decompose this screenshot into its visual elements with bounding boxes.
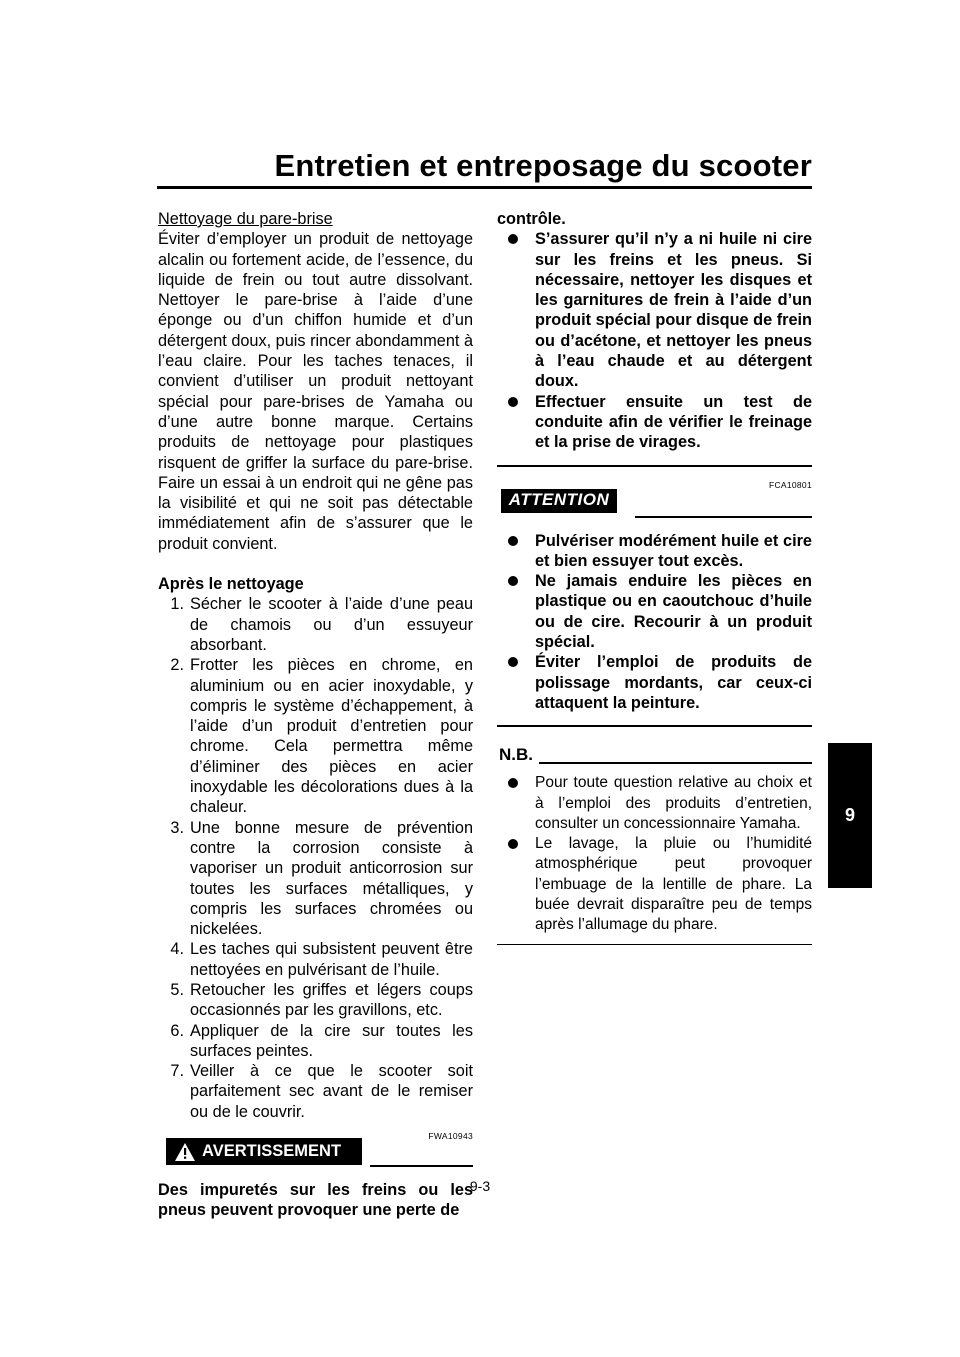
bullet-icon	[508, 397, 518, 407]
attention-rule	[635, 516, 812, 518]
warning-continuation: contrôle.	[497, 210, 566, 228]
bullet-icon	[508, 778, 518, 788]
attention-badge: ATTENTION	[501, 489, 617, 513]
attention-code: FCA10801	[768, 479, 812, 490]
warning-header	[158, 1124, 473, 1170]
warning-end-rule	[497, 465, 812, 467]
attention-end-rule	[497, 725, 812, 727]
section-subheading: Nettoyage du pare-brise	[158, 210, 333, 228]
list-item: Le lavage, la pluie ou l’humidité atmosphérique peut provoquer l’embuage de la lentille de phare. La buée devrait disparaître peu de temps après l’allumage du phare.	[497, 834, 812, 935]
list-item: 3. Une bonne mesure de prévention contre la corrosion consiste à vaporiser un produit anticorrosion sur toutes les surfaces métalliques, y compris les surfaces chromées ou nickelées.	[170, 818, 473, 939]
note-bullets	[497, 773, 812, 935]
cleaning-steps	[158, 594, 473, 1122]
note-rule	[539, 762, 812, 764]
warning-code: FWA10943	[428, 1131, 473, 1142]
bullet-icon	[508, 536, 518, 546]
list-item: 5. Retoucher les griffes et légers coups occasionnés par les gravillons, etc.	[170, 980, 473, 1020]
list-item: 6. Appliquer de la cire sur toutes les surfaces peintes.	[170, 1021, 473, 1060]
list-item: 1. Sécher le scooter à l’aide d’une peau de chamois ou d’un essuyeur absorbant.	[170, 595, 473, 654]
note-label: N.B.	[499, 745, 533, 765]
attention-header	[497, 479, 812, 531]
page-title: Entretien et entreposage du scooter	[274, 148, 812, 183]
left-column	[158, 209, 473, 1221]
warning-badge	[166, 1138, 362, 1165]
bullet-icon	[508, 576, 518, 586]
list-item: 4. Les taches qui subsistent peuvent être nettoyées en pulvérisant de l’huile.	[170, 940, 473, 979]
list-item: S’assurer qu’il n’y a ni huile ni cire sur les freins et les pneus. Si nécessaire, nettoyer les disques et les garnitures de frein à l’aide d’un produit spécial pour disque de frein ou d’acétone, et nettoyer les pneus à l’eau chaude et au détergent doux.	[497, 229, 812, 391]
warning-triangle-icon	[174, 1142, 196, 1162]
warning-bullets	[497, 229, 812, 452]
list-item: Éviter l’emploi de produits de polissage mordants, car ceux-ci attaquent la peinture.	[497, 652, 812, 713]
after-cleaning-heading: Après le nettoyage	[158, 575, 304, 594]
list-item: Effectuer ensuite un test de conduite afin de vérifier le freinage et la prise de virages.	[497, 392, 812, 453]
warning-rule	[370, 1165, 473, 1167]
list-item: Pulvériser modérément huile et cire et bien essuyer tout excès.	[497, 531, 812, 572]
page-number: 9-3	[469, 1178, 491, 1194]
list-item: Pour toute question relative au choix et à l’emploi des produits d’entretien, consulter un concessionnaire Yamaha.	[497, 773, 812, 834]
bullet-icon	[508, 657, 518, 667]
list-item: Ne jamais enduire les pièces en plastique ou en caoutchouc d’huile ou de cire. Recourir à un produit spécial.	[497, 571, 812, 652]
bullet-icon	[508, 839, 518, 849]
right-column	[497, 209, 812, 945]
header-rule	[157, 186, 812, 189]
chapter-tab: 9	[828, 743, 872, 888]
list-item: 2. Frotter les pièces en chrome, en aluminium ou en acier inoxydable, y compris le système d’échappement, à l’aide d’un produit d’entretien pour chrome. Cela permettra même d’éliminer des pièces en acier inoxydable les décolorations dues à la chaleur.	[170, 656, 473, 817]
list-item: 7. Veiller à ce que le scooter soit parfaitement sec avant de le remiser ou de le couvrir.	[170, 1062, 473, 1121]
attention-bullets	[497, 531, 812, 714]
bullet-icon	[508, 234, 518, 244]
windshield-paragraph: Éviter d’employer un produit de nettoyage alcalin ou fortement acide, de l’essence, du liquide de frein ou tout autre dissolvant. Nettoyer le pare-brise à l’aide d’une éponge ou d’un chiffon humide et d’un détergent doux, puis rincer abondamment à l’eau claire. Pour les taches tenaces, il convient d’utiliser un produit nettoyant spécial pour pare-brises de Yamaha ou d’une autre bonne marque. Certains produits de nettoyage pour plastiques risquent de griffer la surface du pare-brise. Faire un essai à un endroit qui ne gêne pas la visibilité et qui ne soit pas détectable immédiatement afin de s’assurer que le produit convient.	[158, 230, 473, 553]
warning-text: Des impuretés sur les freins ou les pneus peuvent provoquer une perte de	[158, 1181, 473, 1220]
note-end-rule	[497, 944, 812, 946]
warning-label: AVERTISSEMENT	[202, 1142, 342, 1161]
note-header	[497, 743, 812, 773]
